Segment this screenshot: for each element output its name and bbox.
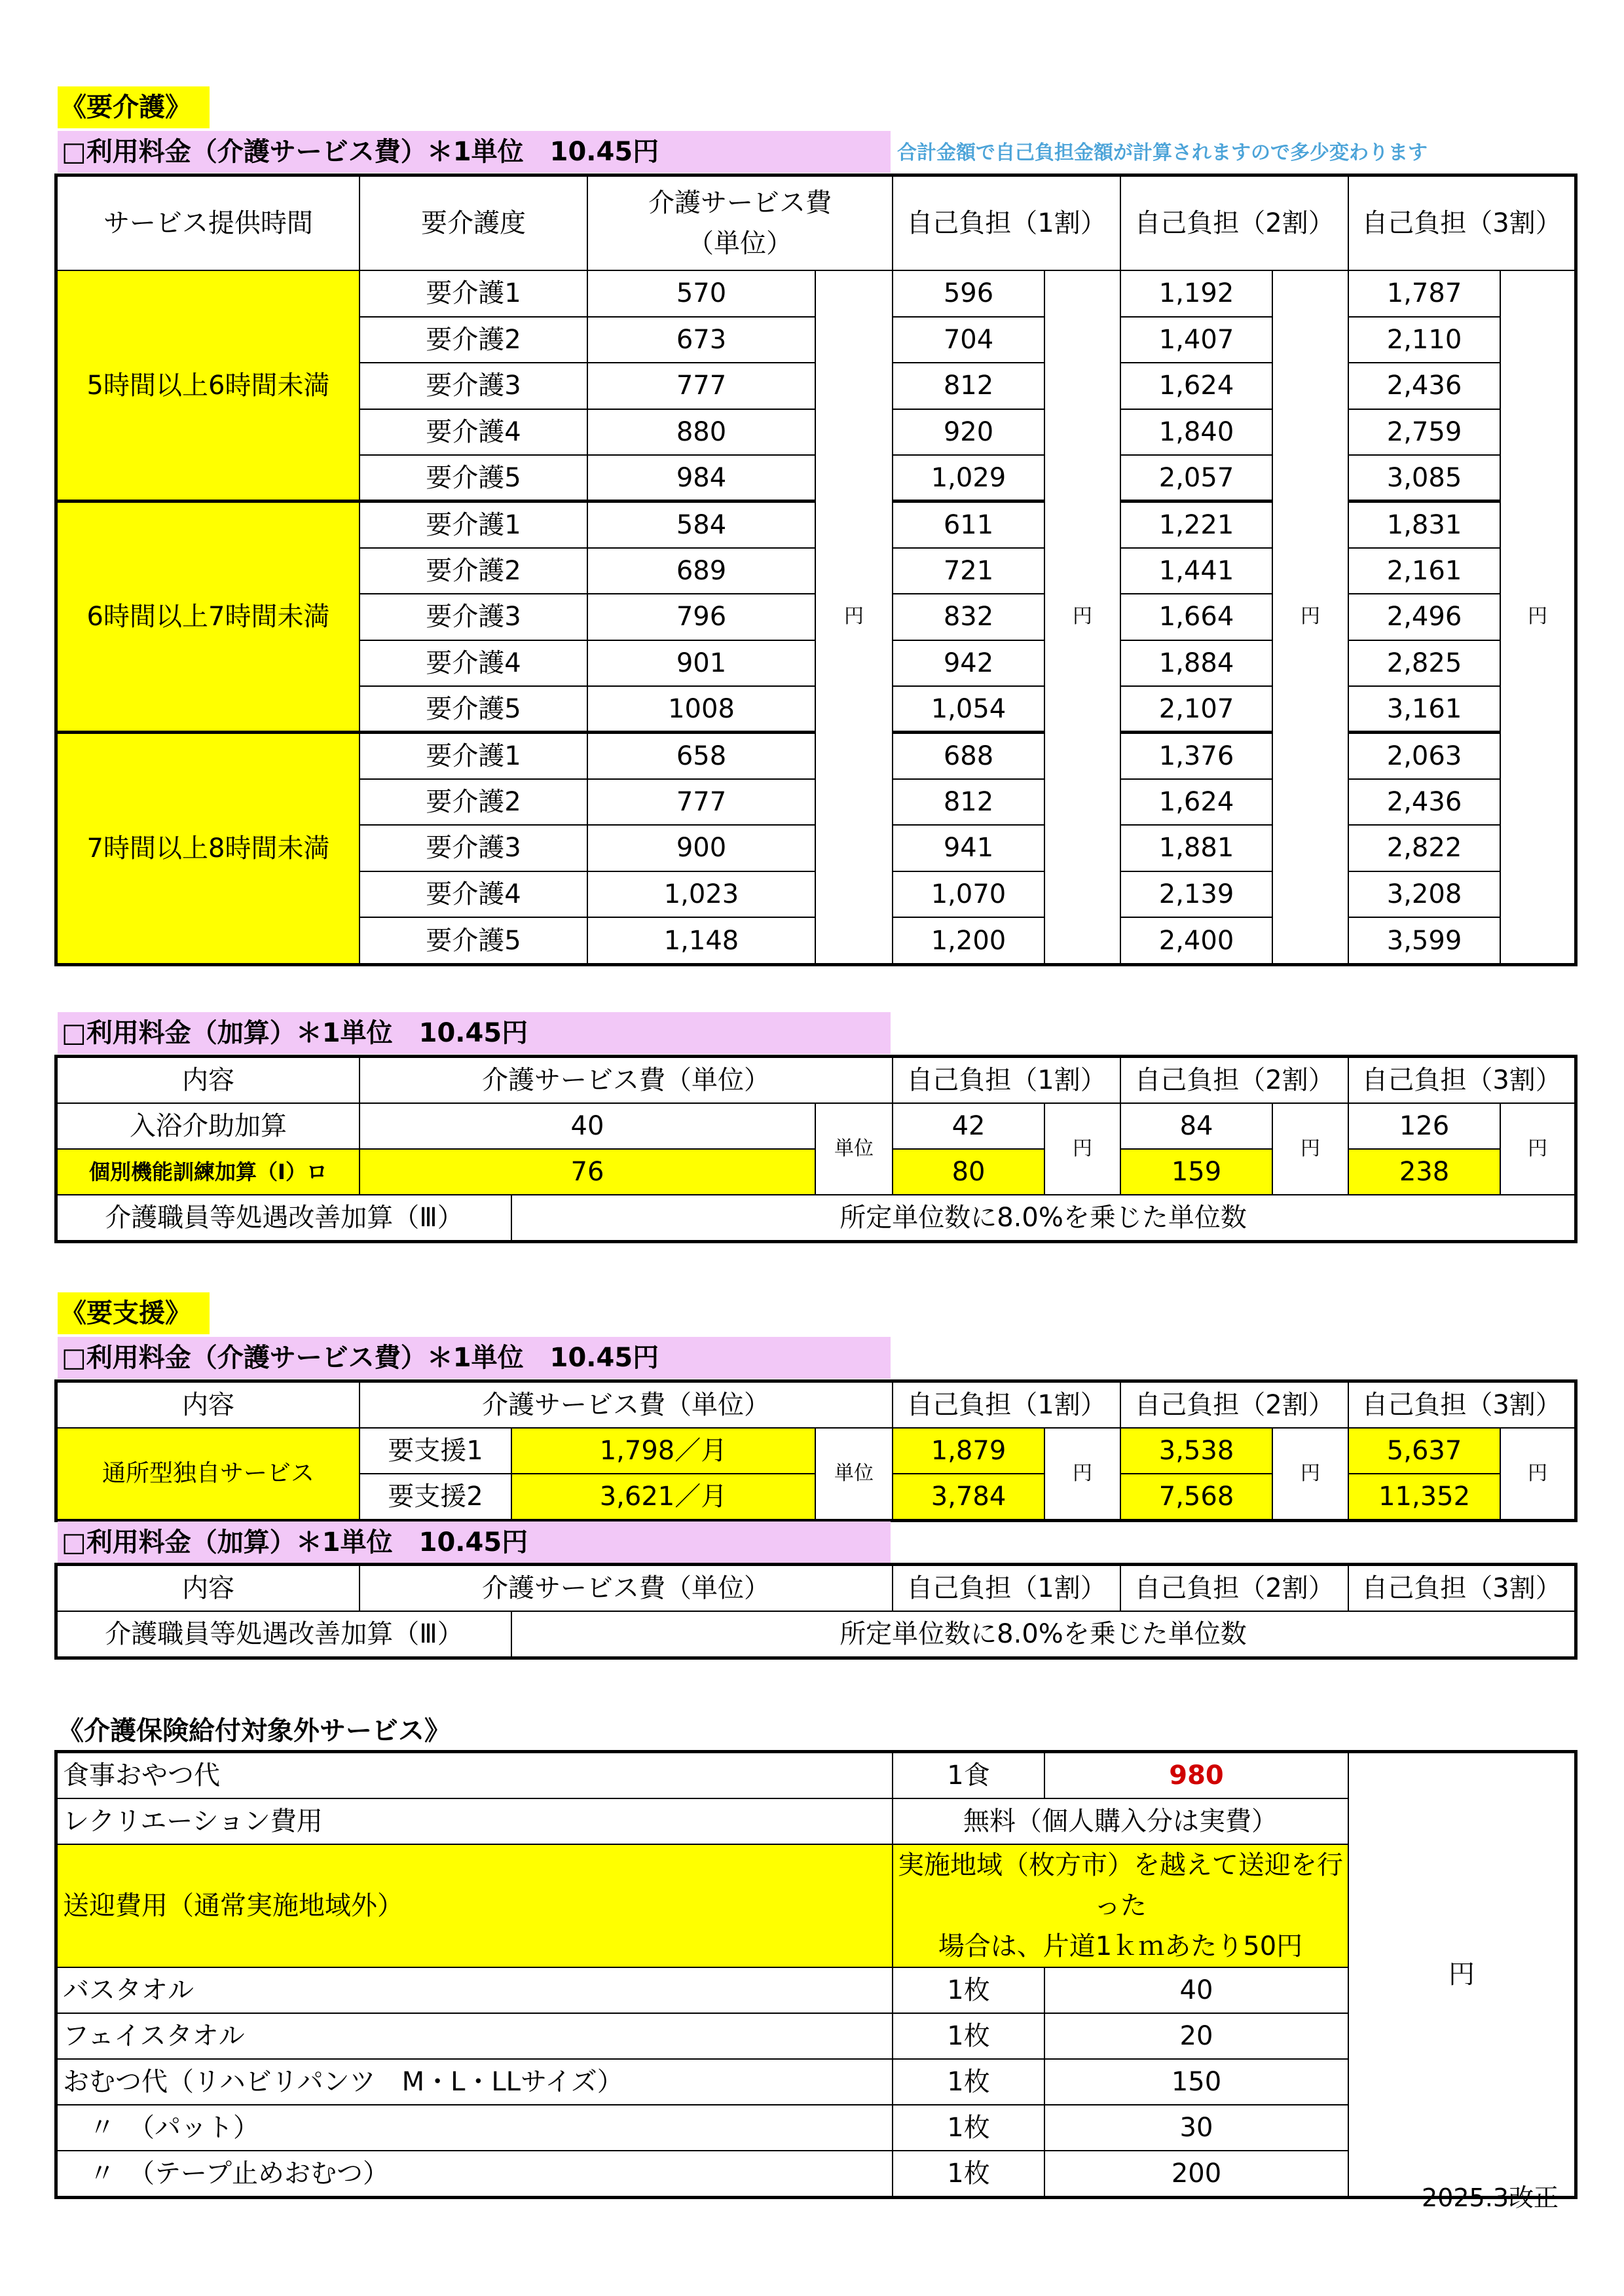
support-improvement-value: 所定単位数に8.0%を乗じた単位数 — [511, 1611, 1575, 1657]
care-self2: 1,624 — [1120, 363, 1272, 409]
care-level: 要介護1 — [360, 733, 587, 779]
extra-qty: 1枚 — [893, 2151, 1044, 2196]
care-self3: 3,208 — [1348, 871, 1500, 918]
care-self2: 1,441 — [1120, 548, 1272, 594]
addon-self3: 126 — [1348, 1103, 1500, 1149]
care-yen-self1: 円 — [1044, 270, 1120, 964]
extra-label: レクリエーション費用 — [57, 1798, 893, 1844]
support-addon-header-content: 内容 — [57, 1565, 360, 1611]
care-self3: 1,831 — [1348, 501, 1500, 548]
addon-unit-label: 単位 — [815, 1103, 893, 1195]
care-self1: 832 — [893, 594, 1044, 640]
care-units: 777 — [587, 363, 815, 409]
care-self2: 1,664 — [1120, 594, 1272, 640]
care-section-title: 《要介護》 — [58, 86, 210, 128]
addon-self2: 159 — [1120, 1149, 1272, 1195]
extra-item-row — [57, 2151, 1575, 2196]
support-addon-header-self1: 自己負担（1割） — [893, 1565, 1120, 1611]
extra-price: 40 — [1044, 1967, 1348, 2013]
care-level: 要介護4 — [360, 640, 587, 687]
care-self1: 920 — [893, 409, 1044, 456]
care-level: 要介護4 — [360, 409, 587, 456]
header-time: サービス提供時間 — [57, 176, 360, 270]
extra-value: 無料（個人購入分は実費） — [893, 1798, 1348, 1844]
extra-item-row — [57, 1967, 1575, 2013]
care-self3: 2,161 — [1348, 548, 1500, 594]
care-self2: 1,881 — [1120, 825, 1272, 871]
care-units: 1,023 — [587, 871, 815, 918]
care-self1: 812 — [893, 363, 1044, 409]
addon-header-content: 内容 — [57, 1057, 360, 1103]
addon-yen1: 円 — [1044, 1103, 1120, 1195]
extra-price: 980 — [1044, 1753, 1348, 1798]
extra-qty: 1食 — [893, 1753, 1044, 1798]
care-self1: 596 — [893, 270, 1044, 317]
extra-section-title: 《介護保険給付対象外サービス》 — [58, 1716, 451, 1746]
care-row — [57, 270, 1575, 317]
support-fee-band: □利用料金（介護サービス費）＊1単位 10.45円 — [58, 1337, 891, 1379]
support-yen2: 円 — [1272, 1428, 1348, 1520]
care-self2: 1,407 — [1120, 317, 1272, 363]
care-self3: 2,063 — [1348, 733, 1500, 779]
support-header-service: 介護サービス費（単位） — [360, 1382, 893, 1428]
care-level: 要介護2 — [360, 317, 587, 363]
support-addon-band: □利用料金（加算）＊1単位 10.45円 — [58, 1522, 891, 1563]
addon-units: 40 — [360, 1103, 815, 1149]
addon-yen3: 円 — [1500, 1103, 1575, 1195]
support-units: 3,621／月 — [511, 1474, 815, 1520]
addon-yen2: 円 — [1272, 1103, 1348, 1195]
care-self1: 688 — [893, 733, 1044, 779]
care-units: 1008 — [587, 686, 815, 733]
support-self3: 11,352 — [1348, 1474, 1500, 1520]
care-level: 要介護1 — [360, 270, 587, 317]
care-self3: 3,161 — [1348, 686, 1500, 733]
improvement-value: 所定単位数に8.0%を乗じた単位数 — [511, 1195, 1575, 1241]
care-units: 901 — [587, 640, 815, 687]
extra-price: 200 — [1044, 2151, 1348, 2196]
care-units: 570 — [587, 270, 815, 317]
support-row — [57, 1428, 1575, 1474]
header-self1: 自己負担（1割） — [893, 176, 1120, 270]
care-level: 要介護2 — [360, 548, 587, 594]
care-self3: 2,496 — [1348, 594, 1500, 640]
support-improvement-content: 介護職員等処遇改善加算（Ⅲ） — [57, 1611, 511, 1657]
care-units: 673 — [587, 317, 815, 363]
extra-label: 送迎費用（通常実施地域外） — [57, 1844, 893, 1967]
care-self3: 2,436 — [1348, 779, 1500, 826]
extra-label: 食事おやつ代 — [57, 1753, 893, 1798]
support-self1: 3,784 — [893, 1474, 1044, 1520]
support-header-self2: 自己負担（2割） — [1120, 1382, 1348, 1428]
care-self1: 1,029 — [893, 455, 1044, 501]
extra-qty: 1枚 — [893, 1967, 1044, 2013]
extra-price: 150 — [1044, 2059, 1348, 2105]
addon-self3: 238 — [1348, 1149, 1500, 1195]
support-addon-header-service: 介護サービス費（単位） — [360, 1565, 893, 1611]
care-addon-band: □利用料金（加算）＊1単位 10.45円 — [58, 1012, 891, 1054]
care-self2: 1,840 — [1120, 409, 1272, 456]
support-header-content: 内容 — [57, 1382, 360, 1428]
extra-label: 〃 （パット） — [57, 2105, 893, 2151]
header-self2: 自己負担（2割） — [1120, 176, 1348, 270]
care-self1: 721 — [893, 548, 1044, 594]
care-units: 777 — [587, 779, 815, 826]
care-level: 要介護5 — [360, 917, 587, 964]
extra-service-table — [56, 1752, 1576, 2197]
care-fee-table — [56, 175, 1576, 964]
care-yen-self2: 円 — [1272, 270, 1348, 964]
care-self3: 2,436 — [1348, 363, 1500, 409]
support-unit-label: 単位 — [815, 1428, 893, 1520]
header-self3: 自己負担（3割） — [1348, 176, 1575, 270]
extra-row-recreation — [57, 1798, 1575, 1844]
care-self2: 2,400 — [1120, 917, 1272, 964]
care-level: 要介護3 — [360, 825, 587, 871]
care-note: 合計金額で自己負担金額が計算されますので多少変わります — [897, 141, 1428, 164]
care-self3: 2,110 — [1348, 317, 1500, 363]
care-time-range: 6時間以上7時間未満 — [57, 501, 360, 733]
addon-header-service: 介護サービス費（単位） — [360, 1057, 893, 1103]
care-self1: 704 — [893, 317, 1044, 363]
improvement-content: 介護職員等処遇改善加算（Ⅲ） — [57, 1195, 511, 1241]
care-units: 584 — [587, 501, 815, 548]
header-service-line1: 介護サービス費 — [648, 188, 832, 218]
care-time-range: 5時間以上6時間未満 — [57, 270, 360, 501]
support-units: 1,798／月 — [511, 1428, 815, 1474]
extra-qty: 1枚 — [893, 2059, 1044, 2105]
care-self3: 3,085 — [1348, 455, 1500, 501]
addon-units: 76 — [360, 1149, 815, 1195]
addon-self1: 80 — [893, 1149, 1044, 1195]
care-self3: 2,825 — [1348, 640, 1500, 687]
care-level: 要介護5 — [360, 686, 587, 733]
care-units: 984 — [587, 455, 815, 501]
support-yen1: 円 — [1044, 1428, 1120, 1520]
care-addon-table — [56, 1057, 1576, 1241]
extra-label: フェイスタオル — [57, 2013, 893, 2059]
transport-line2: 場合は、片道1ｋｍあたり50円 — [938, 1931, 1303, 1961]
header-service — [587, 176, 893, 270]
support-fee-table — [56, 1381, 1576, 1520]
care-self3: 3,599 — [1348, 917, 1500, 964]
care-level: 要介護5 — [360, 455, 587, 501]
care-units: 796 — [587, 594, 815, 640]
extra-label: 〃 （テープ止めおむつ） — [57, 2151, 893, 2196]
header-level: 要介護度 — [360, 176, 587, 270]
support-self2: 7,568 — [1120, 1474, 1272, 1520]
care-self1: 812 — [893, 779, 1044, 826]
support-header-self3: 自己負担（3割） — [1348, 1382, 1575, 1428]
addon-self1: 42 — [893, 1103, 1044, 1149]
extra-qty: 1枚 — [893, 2013, 1044, 2059]
addon-row-improvement — [57, 1195, 1575, 1241]
care-yen-units: 円 — [815, 270, 893, 964]
revision-date: 2025.3改正 — [1422, 2183, 1559, 2212]
addon-content: 個別機能訓練加算（Ⅰ）ロ — [57, 1149, 360, 1195]
care-self2: 1,221 — [1120, 501, 1272, 548]
care-self1: 1,054 — [893, 686, 1044, 733]
care-units: 1,148 — [587, 917, 815, 964]
header-service-line2: （単位） — [688, 228, 792, 259]
care-units: 880 — [587, 409, 815, 456]
support-header-self1: 自己負担（1割） — [893, 1382, 1120, 1428]
addon-content: 入浴介助加算 — [57, 1103, 360, 1149]
care-level: 要介護3 — [360, 363, 587, 409]
support-addon-header-self3: 自己負担（3割） — [1348, 1565, 1575, 1611]
care-self1: 611 — [893, 501, 1044, 548]
care-units: 689 — [587, 548, 815, 594]
extra-label: おむつ代（リハビリパンツ M・L・LLサイズ） — [57, 2059, 893, 2105]
addon-row-bath — [57, 1103, 1575, 1149]
extra-item-row — [57, 2013, 1575, 2059]
care-self3: 2,759 — [1348, 409, 1500, 456]
care-self2: 2,139 — [1120, 871, 1272, 918]
extra-yen: 円 — [1348, 1753, 1575, 2196]
care-self3: 1,787 — [1348, 270, 1500, 317]
extra-price: 30 — [1044, 2105, 1348, 2151]
care-self1: 1,070 — [893, 871, 1044, 918]
care-self1: 942 — [893, 640, 1044, 687]
extra-qty: 1枚 — [893, 2105, 1044, 2151]
extra-item-row — [57, 2105, 1575, 2151]
care-table-body — [57, 270, 1575, 964]
support-addon-table — [56, 1565, 1576, 1658]
support-self2: 3,538 — [1120, 1428, 1272, 1474]
care-yen-self3: 円 — [1500, 270, 1575, 964]
support-yen3: 円 — [1500, 1428, 1575, 1520]
extra-row-transport — [57, 1844, 1575, 1967]
care-units: 900 — [587, 825, 815, 871]
support-self3: 5,637 — [1348, 1428, 1500, 1474]
support-level: 要支援2 — [360, 1474, 511, 1520]
support-addon-header-self2: 自己負担（2割） — [1120, 1565, 1348, 1611]
care-self2: 1,376 — [1120, 733, 1272, 779]
care-fee-band: □利用料金（介護サービス費）＊1単位 10.45円 — [58, 131, 891, 173]
support-section-title: 《要支援》 — [58, 1292, 210, 1334]
care-self2: 1,624 — [1120, 779, 1272, 826]
care-self2: 1,192 — [1120, 270, 1272, 317]
care-level: 要介護2 — [360, 779, 587, 826]
care-level: 要介護1 — [360, 501, 587, 548]
support-level: 要支援1 — [360, 1428, 511, 1474]
extra-row-meal — [57, 1753, 1575, 1798]
care-self1: 941 — [893, 825, 1044, 871]
care-self2: 2,107 — [1120, 686, 1272, 733]
extra-label: バスタオル — [57, 1967, 893, 2013]
care-self1: 1,200 — [893, 917, 1044, 964]
extra-transport-value — [893, 1844, 1348, 1967]
care-self3: 2,822 — [1348, 825, 1500, 871]
care-time-range: 7時間以上8時間未満 — [57, 733, 360, 964]
support-service-name: 通所型独自サービス — [57, 1428, 360, 1520]
addon-header-self1: 自己負担（1割） — [893, 1057, 1120, 1103]
addon-header-self2: 自己負担（2割） — [1120, 1057, 1348, 1103]
care-level: 要介護3 — [360, 594, 587, 640]
addon-self2: 84 — [1120, 1103, 1272, 1149]
care-self2: 1,884 — [1120, 640, 1272, 687]
support-addon-row-improvement — [57, 1611, 1575, 1657]
care-self2: 2,057 — [1120, 455, 1272, 501]
extra-item-row — [57, 2059, 1575, 2105]
care-units: 658 — [587, 733, 815, 779]
support-self1: 1,879 — [893, 1428, 1044, 1474]
addon-header-self3: 自己負担（3割） — [1348, 1057, 1575, 1103]
extra-price: 20 — [1044, 2013, 1348, 2059]
transport-line1: 実施地域（枚方市）を越えて送迎を行った — [898, 1850, 1343, 1921]
care-level: 要介護4 — [360, 871, 587, 918]
